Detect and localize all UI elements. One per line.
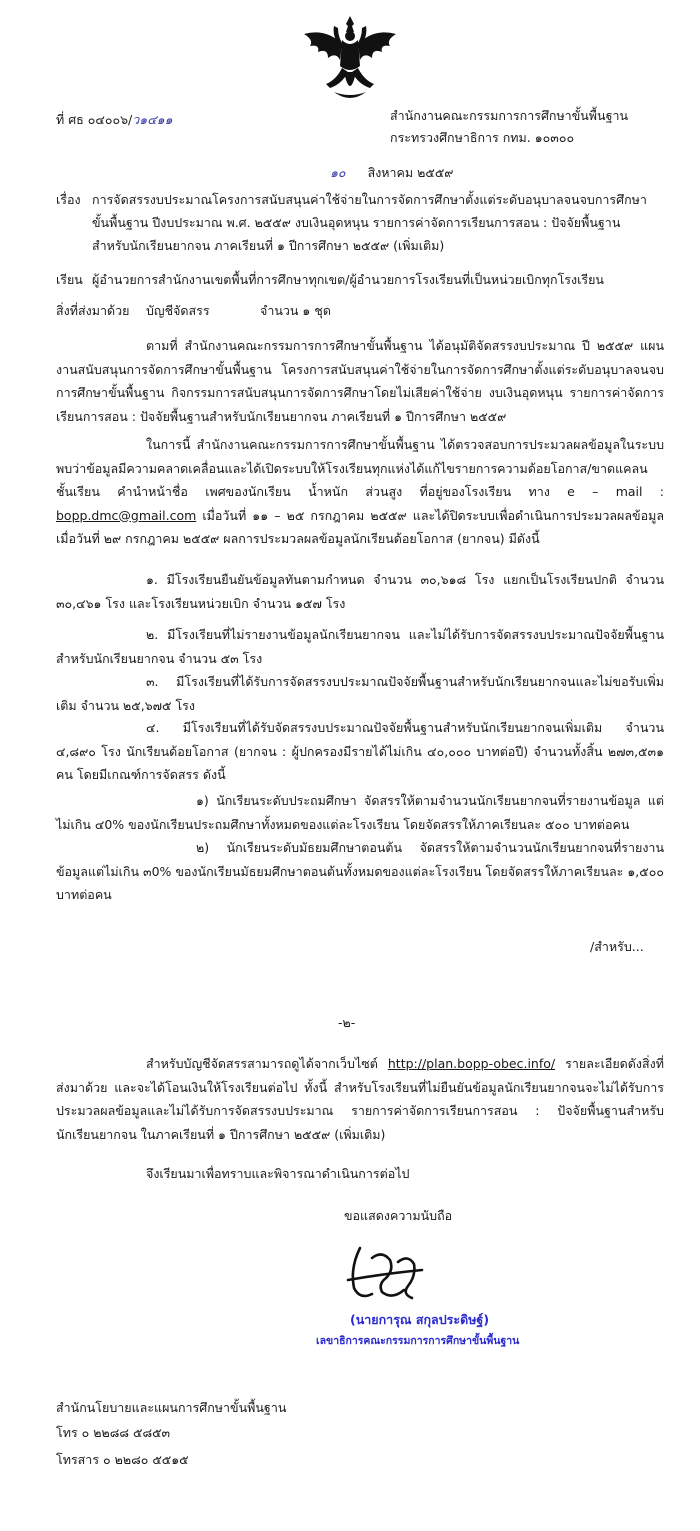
paragraph-3	[56, 1052, 664, 1146]
paragraph-1: ตามที่ สำนักงานคณะกรรมการการศึกษาขั้นพื้นฐาน ได้อนุมัติจัดสรรงบประมาณ ปี ๒๕๕๙ แผนงานสนับสนุนการจัดการศึกษาขั้นพื้นฐาน โครงการสนับสนุนค่าใช้จ่ายในการจัดการศึกษาตั้งแต่ระดับอนุบาลจนจบการศึกษาขั้นพื้นฐาน กิจกรรมการสนับสนุนการจัดการศึกษาโดยไม่เสียค่าใช้จ่าย งบเงินอุดหนุน รายการค่าจัดการเรียนการสอน : ปัจจัยพื้นฐานสำหรับนักเรียนยากจน ภาคเรียนที่ ๑ ปีการศึกษา ๒๕๕๙	[56, 338, 664, 424]
website-link[interactable]: http://plan.bopp-obec.info/	[387, 1056, 556, 1071]
paragraph-2-part-b: เมื่อวันที่ ๑๑ – ๒๕ กรกฎาคม ๒๕๕๙ และได้ปิดระบบเพื่อดำเนินการประมวลผลข้อมูลเมื่อวันที่ ๒๙ กรกฎาคม ๒๕๕๙ ผลการประมวลผลข้อมูลนักเรียนด้อยโอกาส (ยากจน) มีดังนี้	[56, 507, 664, 546]
paragraph-3-part-a: สำหรับบัญชีจัดสรรสามารถดูได้จากเว็บไซต์	[146, 1056, 378, 1071]
paragraph-3-part-b: รายละเอียดดังสิ่งที่ส่งมาด้วย และจะได้โอนเงินให้โรงเรียนต่อไป ทั้งนี้ สำหรับโรงเรียนที่ไม่ยืนยันข้อมูลนักเรียนยากจนจะไม่ได้รับการประมวลผลข้อมูลและไม่ได้รับการจัดสรรงบประมาณ รายการค่าจัดการเรียนการสอน : ปัจจัยพื้นฐานสำหรับนักเรียนยากจน ในภาคเรียนที่ ๑ ปีการศึกษา ๒๕๕๙ (เพิ่มเติม)	[56, 1056, 664, 1142]
to-recipients: ผู้อำนวยการสำนักงานเขตพื้นที่การศึกษาทุกเขต/ผู้อำนวยการโรงเรียนที่เป็นหน่วยเบิกทุกโรงเรียน	[92, 272, 604, 287]
reference-handwritten-number: ว๑๔๑๑	[132, 112, 173, 127]
org-line-1: สำนักงานคณะกรรมการการศึกษาขั้นพื้นฐาน	[390, 108, 629, 123]
date-month-year: สิงหาคม ๒๕๕๙	[367, 165, 454, 180]
signer-title: เลขาธิการคณะกรรมการการศึกษาขั้นพื้นฐาน	[316, 1335, 520, 1347]
list-item-4: ๔. มีโรงเรียนที่ได้รับจัดสรรงบประมาณปัจจัยพื้นฐานสำหรับนักเรียนยากจนเพิ่มเติม จำนวน ๔,๘๙๐ โรง นักเรียนด้อยโอกาส (ยากจน : ผู้ปกครองมีรายได้ไม่เกิน ๔๐,๐๐๐ บาทต่อปี) จำนวนทั้งสิ้น ๒๗๓,๕๓๑ คน โดยมีเกณฑ์การจัดสรร ดังนี้	[56, 720, 664, 782]
regards: ขอแสดงความนับถือ	[344, 1208, 453, 1223]
sub-item-1: ๑) นักเรียนระดับประถมศึกษา จัดสรรให้ตามจำนวนนักเรียนยากจนที่รายงานข้อมูล แต่ไม่เกิน ๔0% ของนักเรียนประถมศึกษาทั้งหมดของแต่ละโรงเรียน โดยจัดสรรให้ภาคเรียนละ ๕๐๐ บาทต่อคน	[56, 793, 664, 832]
paragraph-2-part-a: ในการนี้ สำนักงานคณะกรรมการการศึกษาขั้นพื้นฐาน ได้ตรวจสอบการประมวลผลข้อมูลในระบบพบว่าข้อมูลมีความคลาดเคลื่อนและได้เปิดระบบให้โรงเรียนทุกแห่งได้แก้ไขรายการความด้อยโอกาส/ขาดแคลน ชั้นเรียน คำนำหน้าชื่อ เพศของนักเรียน น้ำหนัก ส่วนสูง ที่อยู่ของโรงเรียน ทาง e – mail :	[56, 437, 664, 499]
date-day: ๑๐	[330, 165, 346, 180]
paragraph-2	[56, 433, 664, 551]
subject-label: เรื่อง	[56, 192, 81, 207]
subject-line-3: สำหรับนักเรียนยากจน ภาคเรียนที่ ๑ ปีการศึกษา ๒๕๕๙ (เพิ่มเติม)	[92, 238, 445, 253]
page-number: -๒-	[338, 1015, 356, 1030]
office-name: สำนักนโยบายและแผนการศึกษาขั้นพื้นฐาน	[56, 1400, 287, 1415]
to-label: เรียน	[56, 272, 83, 287]
reference-label: ที่ ศธ ๐๔๐๐๖/	[56, 112, 133, 127]
list-item-1: ๑. มีโรงเรียนยืนยันข้อมูลทันตามกำหนด จำนวน ๓๐,๖๑๘ โรง แยกเป็นโรงเรียนปกติ จำนวน ๓๐,๔๖๑ โรง และโรงเรียนหน่วยเบิก จำนวน ๑๕๗ โรง	[56, 572, 664, 611]
garuda-emblem	[296, 14, 404, 106]
enclosure-quantity: จำนวน ๑ ชุด	[260, 303, 331, 318]
phone-number: โทร ๐ ๒๒๘๘ ๕๘๕๓	[56, 1425, 171, 1440]
continued-marker: /สำหรับ...	[590, 939, 644, 954]
closing-request: จึงเรียนมาเพื่อทราบและพิจารณาดำเนินการต่อไป	[146, 1166, 410, 1181]
enclosure-text: บัญชีจัดสรร	[146, 303, 210, 318]
fax-number: โทรสาร ๐ ๒๒๘๐ ๕๕๑๕	[56, 1452, 189, 1467]
date-line	[330, 163, 453, 183]
enclosure-label: สิ่งที่ส่งมาด้วย	[56, 303, 130, 318]
signer-name: (นายการุณ สกุลประดิษฐ์)	[350, 1312, 490, 1327]
handwritten-signature	[342, 1240, 432, 1306]
list-item-3: ๓. มีโรงเรียนที่ได้รับการจัดสรรงบประมาณปัจจัยพื้นฐานสำหรับนักเรียนยากจนและไม่ขอรับเพิ่มเติม จำนวน ๒๕,๖๗๕ โรง	[56, 674, 664, 713]
org-line-2: กระทรวงศึกษาธิการ กทม. ๑๐๓๐๐	[390, 130, 575, 145]
list-item-2: ๒. มีโรงเรียนที่ไม่รายงานข้อมูลนักเรียนยากจน และไม่ได้รับการจัดสรรงบประมาณปัจจัยพื้นฐานสำหรับนักเรียนยากจน จำนวน ๕๓ โรง	[56, 627, 664, 666]
sub-item-2: ๒) นักเรียนระดับมัธยมศึกษาตอนต้น จัดสรรให้ตามจำนวนนักเรียนยากจนที่รายงานข้อมูลแต่ไม่เกิน ๓0% ของนักเรียนมัธยมศึกษาตอนต้นทั้งหมดของแต่ละโรงเรียน โดยจัดสรรให้ภาคเรียนละ ๑,๕๐๐ บาทต่อคน	[56, 840, 664, 902]
subject-line-2: ขั้นพื้นฐาน ปีงบประมาณ พ.ศ. ๒๕๕๙ งบเงินอุดหนุน รายการค่าจัดการเรียนการสอน : ปัจจัยพื้นฐาน	[92, 215, 621, 230]
subject-line-1: การจัดสรรงบประมาณโครงการสนับสนุนค่าใช้จ่ายในการจัดการศึกษาตั้งแต่ระดับอนุบาลจนจบการศึกษา	[92, 192, 647, 207]
email-link[interactable]: bopp.dmc@gmail.com	[56, 507, 197, 523]
reference-number	[56, 110, 173, 130]
